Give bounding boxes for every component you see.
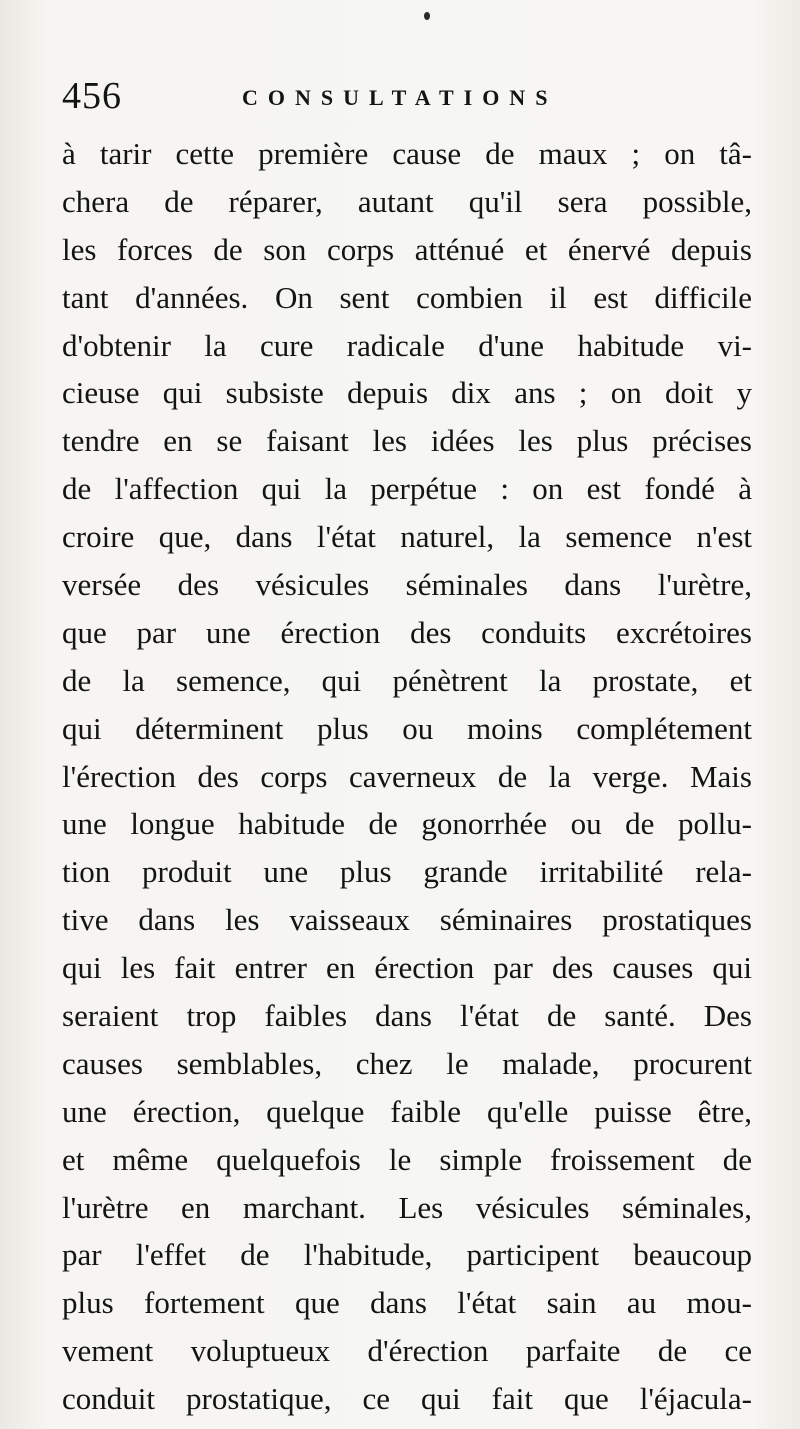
text-line: croire que, dans l'état naturel, la semence n'est	[62, 519, 752, 555]
text-line: que par une érection des conduits excrétoires	[62, 614, 752, 650]
text-line: tendre en se faisant les idées les plus précises	[62, 423, 752, 459]
text-line: seraient trop faibles dans l'état de santé. Des	[62, 998, 752, 1034]
text-line: qui les fait entrer en érection par des causes qui	[62, 950, 752, 986]
text-line: qui déterminent plus ou moins complétement	[62, 710, 752, 746]
text-line: et même quelquefois le simple froissement de	[62, 1141, 752, 1177]
running-title: CONSULTATIONS	[242, 85, 558, 110]
text-line: conduit prostatique, ce qui fait que l'éjacula-	[62, 1381, 752, 1417]
text-line: tion produit une plus grande irritabilité rela-	[62, 854, 752, 890]
text-line: de la semence, qui pénètrent la prostate, et	[62, 662, 752, 698]
text-line: une longue habitude de gonorrhée ou de pollu-	[62, 806, 752, 842]
text-line: de l'affection qui la perpétue : on est fondé à	[62, 471, 752, 507]
page-number: 456	[62, 75, 122, 117]
text-line: les forces de son corps atténué et énervé depuis	[62, 231, 752, 267]
text-line: chera de réparer, autant qu'il sera possible,	[62, 183, 752, 219]
text-line: l'urètre en marchant. Les vésicules séminales,	[62, 1189, 752, 1225]
page-header	[62, 72, 752, 122]
text-line: une érection, quelque faible qu'elle puisse être,	[62, 1093, 752, 1129]
text-line: tant d'années. On sent combien il est difficile	[62, 279, 752, 315]
ink-speck	[424, 12, 430, 20]
text-line: à tarir cette première cause de maux ; on tâ-	[62, 136, 752, 171]
body-text	[62, 130, 752, 1423]
text-line: plus fortement que dans l'état sain au mou-	[62, 1285, 752, 1321]
text-line: cieuse qui subsiste depuis dix ans ; on doit y	[62, 375, 752, 411]
text-line: versée des vésicules séminales dans l'urètre,	[62, 567, 752, 603]
text-line: tive dans les vaisseaux séminaires prostatiques	[62, 902, 752, 938]
text-line: par l'effet de l'habitude, participent beaucoup	[62, 1237, 752, 1273]
text-line: d'obtenir la cure radicale d'une habitude vi-	[62, 327, 752, 363]
text-line: l'érection des corps caverneux de la verge. Mais	[62, 758, 752, 794]
text-line: causes semblables, chez le malade, procurent	[62, 1045, 752, 1081]
text-line: vement voluptueux d'érection parfaite de ce	[62, 1333, 752, 1369]
